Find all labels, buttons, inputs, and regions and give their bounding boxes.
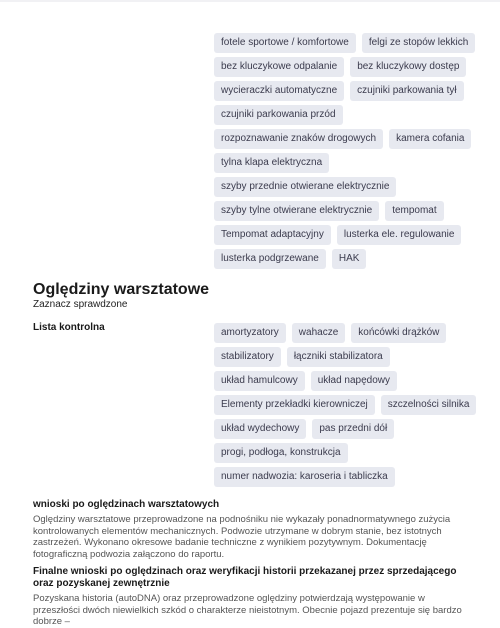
equipment-tag[interactable]: tylna klapa elektryczna [214, 153, 329, 173]
equipment-tag[interactable]: bez kluczykowe odpalanie [214, 57, 344, 77]
conclusions-section [33, 499, 473, 560]
checklist-item[interactable]: stabilizatory [214, 347, 281, 367]
checklist-item[interactable]: pas przedni dół [312, 419, 394, 439]
top-divider [0, 0, 500, 2]
checklist-item[interactable]: progi, podłoga, konstrukcja [214, 443, 348, 463]
checklist-item[interactable]: numer nadwozia: karoseria i tabliczka [214, 467, 395, 487]
conclusions-text: Oględziny warsztatowe przeprowadzone na podnośniku nie wykazały ponadnormatywnego zużycia kontrolowanych elementów mechanicznych. Podwozie utrzymane w dobrym stanie, bez istotnych zastrzeżeń. Wykonano okresowe badanie techniczne z wynikiem pozytywnym. Dokumentację fotograficzną podwozia załączono do raportu. [33, 514, 451, 560]
page-title: Oględziny warsztatowe [33, 281, 210, 298]
equipment-tag[interactable]: wycieraczki automatyczne [214, 81, 344, 101]
equipment-tag[interactable]: kamera cofania [389, 129, 471, 149]
final-conclusions-section [33, 566, 473, 628]
checklist-item[interactable]: łączniki stabilizatora [287, 347, 390, 367]
equipment-tags [214, 33, 486, 269]
equipment-tag[interactable]: tempomat [385, 201, 443, 221]
checklist-item[interactable]: amortyzatory [214, 323, 286, 343]
checklist-item[interactable]: końcówki drążków [351, 323, 446, 343]
checklist-item[interactable]: wahacze [292, 323, 345, 343]
section-subtitle: Zaznacz sprawdzone [33, 299, 128, 310]
equipment-tag[interactable]: Tempomat adaptacyjny [214, 225, 331, 245]
checklist-tags [214, 323, 486, 487]
checklist-label: Lista kontrolna [33, 322, 105, 333]
equipment-tag[interactable]: czujniki parkowania przód [214, 105, 343, 125]
checklist-item[interactable]: układ wydechowy [214, 419, 306, 439]
equipment-tag[interactable]: lusterka podgrzewane [214, 249, 326, 269]
equipment-tag[interactable]: bez kluczykowy dostęp [350, 57, 466, 77]
checklist-item[interactable]: szczelności silnika [381, 395, 477, 415]
equipment-tag[interactable]: szyby przednie otwierane elektrycznie [214, 177, 396, 197]
equipment-tag[interactable]: szyby tylne otwierane elektrycznie [214, 201, 379, 221]
equipment-tag[interactable]: czujniki parkowania tył [350, 81, 464, 101]
equipment-tag[interactable]: felgi ze stopów lekkich [362, 33, 476, 53]
equipment-tag[interactable]: HAK [332, 249, 367, 269]
checklist-item[interactable]: Elementy przekładki kierowniczej [214, 395, 375, 415]
checklist-item[interactable]: układ hamulcowy [214, 371, 305, 391]
final-conclusions-title: Finalne wnioski po oględzinach oraz weryfikacji historii przekazanej przez sprzedającego oraz pozyskanej zewnętrznie [33, 566, 457, 589]
checklist-item[interactable]: układ napędowy [311, 371, 397, 391]
equipment-tag[interactable]: lusterka ele. regulowanie [337, 225, 462, 245]
equipment-tag[interactable]: rozpoznawanie znaków drogowych [214, 129, 383, 149]
conclusions-title: wnioski po oględzinach warsztatowych [33, 499, 220, 510]
equipment-tag[interactable]: fotele sportowe / komfortowe [214, 33, 356, 53]
final-conclusions-text: Pozyskana historia (autoDNA) oraz przeprowadzone oględziny potwierdzają występowanie w przeszłości dwóch niewielkich szkód o charakterze nieistotnym. Obecnie pojazd prezentuje się bardzo dobrze – [33, 593, 462, 627]
